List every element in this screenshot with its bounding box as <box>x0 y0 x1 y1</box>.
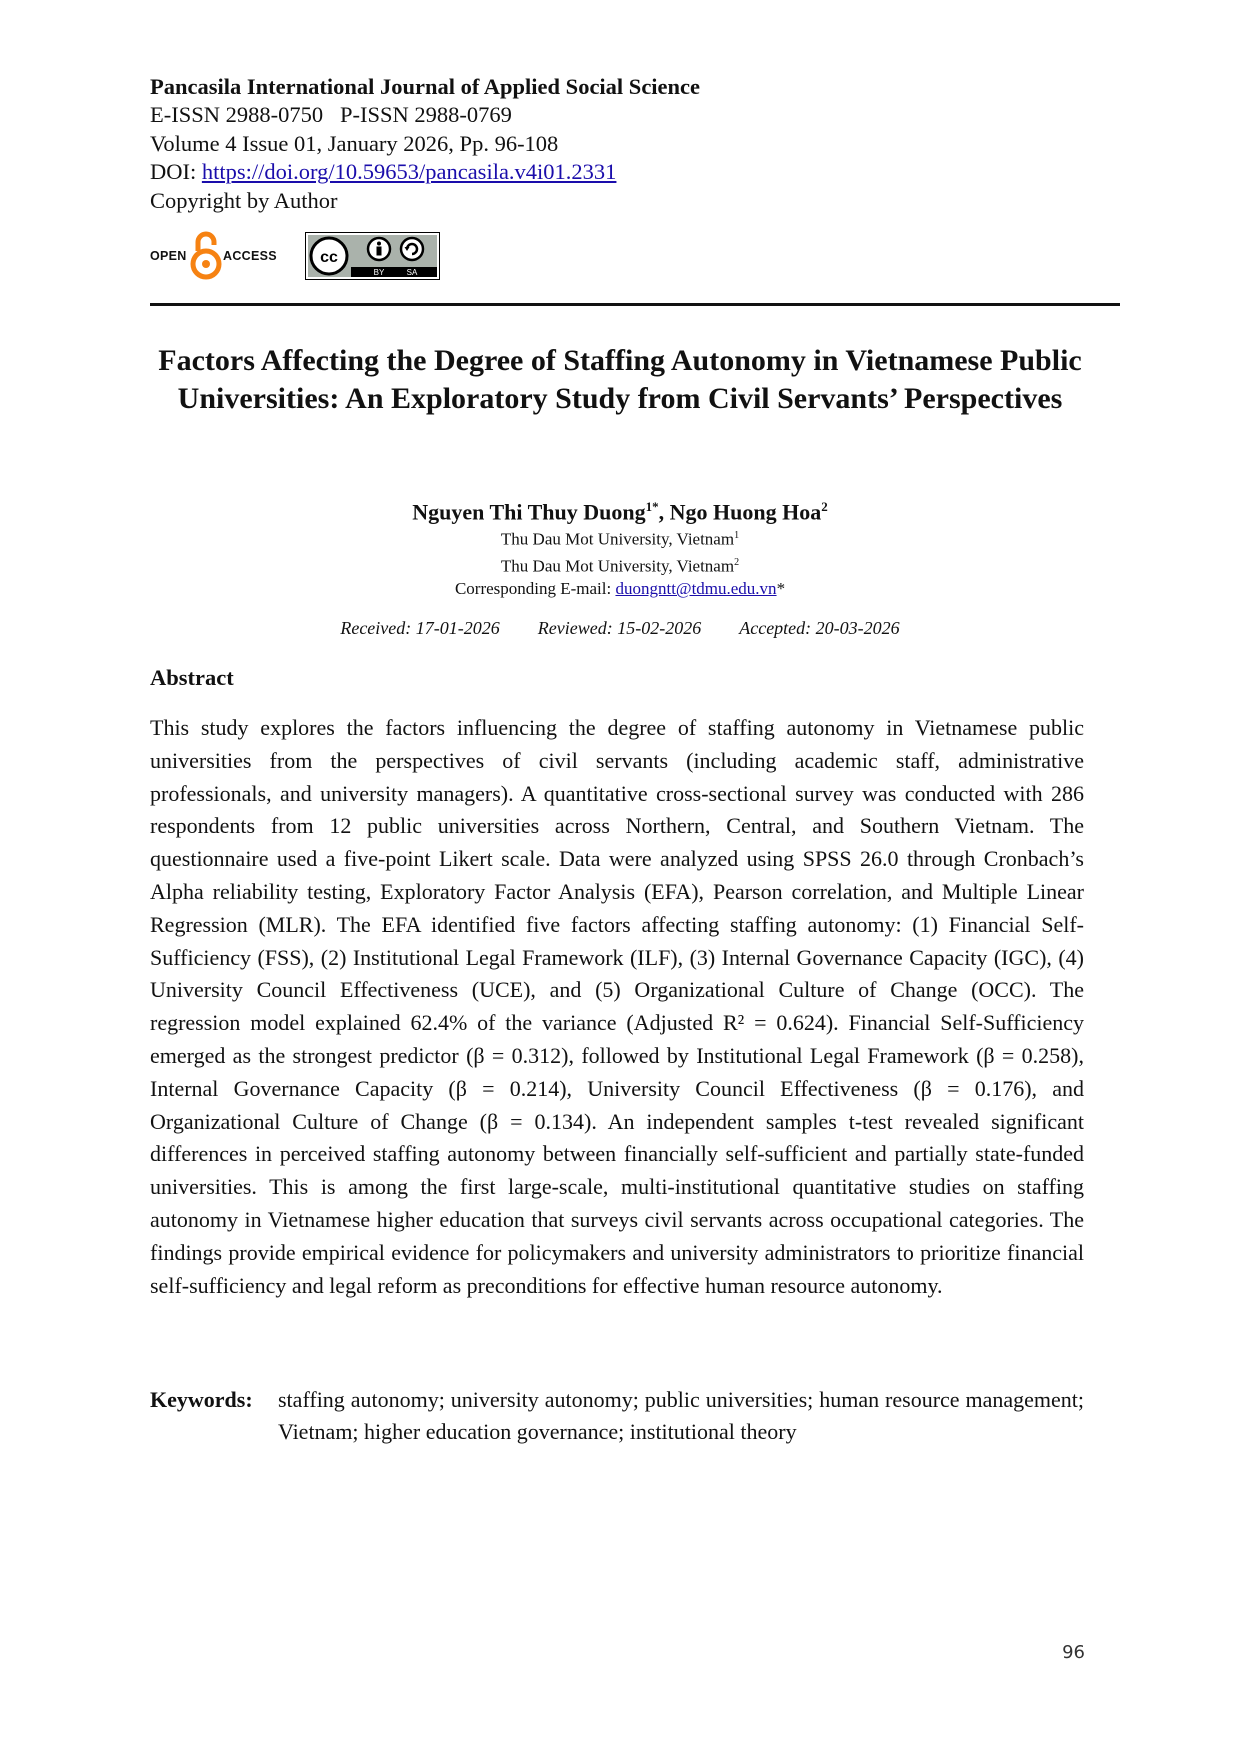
affiliation-2-mark: 2 <box>734 556 740 568</box>
email-link[interactable]: duongntt@tdmu.edu.vn <box>615 579 777 599</box>
license-badges <box>150 229 450 281</box>
affiliation-2 <box>150 551 1090 578</box>
issn-line: E-ISSN 2988-0750 P-ISSN 2988-0769 <box>150 102 512 127</box>
cc-sa-text: SA <box>406 268 418 277</box>
affiliation-1-mark: 1 <box>734 530 740 541</box>
cc-by-text: BY <box>373 268 385 277</box>
keywords-block <box>150 1384 1084 1448</box>
doi-label: DOI: <box>150 159 202 184</box>
page-number: 96 <box>1062 1642 1085 1663</box>
received-date: Received: 17-01-2026 <box>340 618 500 638</box>
access-label: ACCESS <box>223 249 277 263</box>
copyright-line: Copyright by Author <box>150 187 338 213</box>
email-mark: * <box>776 579 786 599</box>
affiliation-1-text: Thu Dau Mot University, Vietnam <box>500 529 735 549</box>
author-2-mark: 2 <box>821 499 828 514</box>
article-title: Factors Affecting the Degree of Staffing Autonomy in Vietnamese Public Universities: An Exploratory Study from Civil Servants’ Perspectives <box>158 344 1082 415</box>
affiliation-2-text: Thu Dau Mot University, Vietnam <box>500 556 735 576</box>
open-access-badge <box>150 229 290 281</box>
corresponding-email <box>150 577 1090 600</box>
keywords-label: Keywords: <box>150 1387 253 1412</box>
author-line <box>150 493 1090 526</box>
header-divider <box>150 303 1120 306</box>
article-dates <box>150 618 1090 639</box>
abstract-body: This study explores the factors influencing the degree of staffing autonomy in Vietnamese public universities from the perspectives of civil servants (including academic staff, administrative professionals, and university managers). A quantitative cross-sectional survey was conducted with 286 respondents from 12 public universities across Northern, Central, and Southern Vietnam. The questionnaire used a five-point Likert scale. Data were analyzed using SPSS 26.0 through Cronbach’s Alpha reliability testing, Exploratory Factor Analysis (EFA), Pearson correlation, and Multiple Linear Regression (MLR). The EFA identified five factors affecting staffing autonomy: (1) Financial Self-Sufficiency (FSS), (2) Institutional Legal Framework (ILF), (3) Internal Governance Capacity (IGC), (4) University Council Effectiveness (UCE), and (5) Organizational Culture of Change (OCC). The regression model explained 62.4% of the variance (Adjusted R² = 0.624). Financial Self-Sufficiency emerged as the strongest predictor (β = 0.312), followed by Institutional Legal Framework (β = 0.258), Internal Governance Capacity (β = 0.214), University Council Effectiveness (β = 0.176), and Organizational Culture of Change (β = 0.134). An independent samples t-test revealed significant differences in perceived staffing autonomy between financially self-sufficient and partially state-funded universities. This is among the first large-scale, multi-institutional quantitative studies on staffing autonomy in Vietnamese higher education that surveys civil servants across occupational categories. The findings provide empirical evidence for policymakers and university administrators to prioritize financial self-sufficiency and legal reform as preconditions for effective human resource autonomy. <box>150 715 1084 1298</box>
reviewed-date: Reviewed: 15-02-2026 <box>537 618 702 638</box>
cc-by-sa-license-icon <box>305 232 440 280</box>
accepted-date: Accepted: 20-03-2026 <box>739 618 900 638</box>
doi-line <box>150 158 850 187</box>
email-label: Corresponding E-mail: <box>454 579 616 599</box>
author-1: Nguyen Thi Thuy Duong <box>412 499 646 525</box>
cc-license-badge <box>305 232 440 285</box>
keywords-text: staffing autonomy; university autonomy; public universities; human resource management; Vietnam; higher education governance; institutional theory <box>278 1387 1084 1444</box>
doi-link[interactable]: https://doi.org/10.59653/pancasila.v4i01.2331 <box>201 159 617 184</box>
open-label: OPEN <box>150 249 187 263</box>
volume-line: Volume 4 Issue 01, January 2026, Pp. 96-108 <box>150 130 559 156</box>
affiliations <box>150 524 1090 600</box>
journal-name: Pancasila International Journal of Applied Social Science <box>150 74 701 99</box>
author-2: Ngo Huong Hoa <box>669 499 822 525</box>
author-1-mark: 1* <box>645 499 659 514</box>
author-separator: , <box>658 499 670 525</box>
journal-header <box>150 73 850 215</box>
open-access-lock-icon <box>190 229 222 281</box>
svg-text:cc: cc <box>320 249 338 266</box>
abstract-heading: Abstract <box>150 665 234 690</box>
affiliation-1 <box>150 524 1090 551</box>
